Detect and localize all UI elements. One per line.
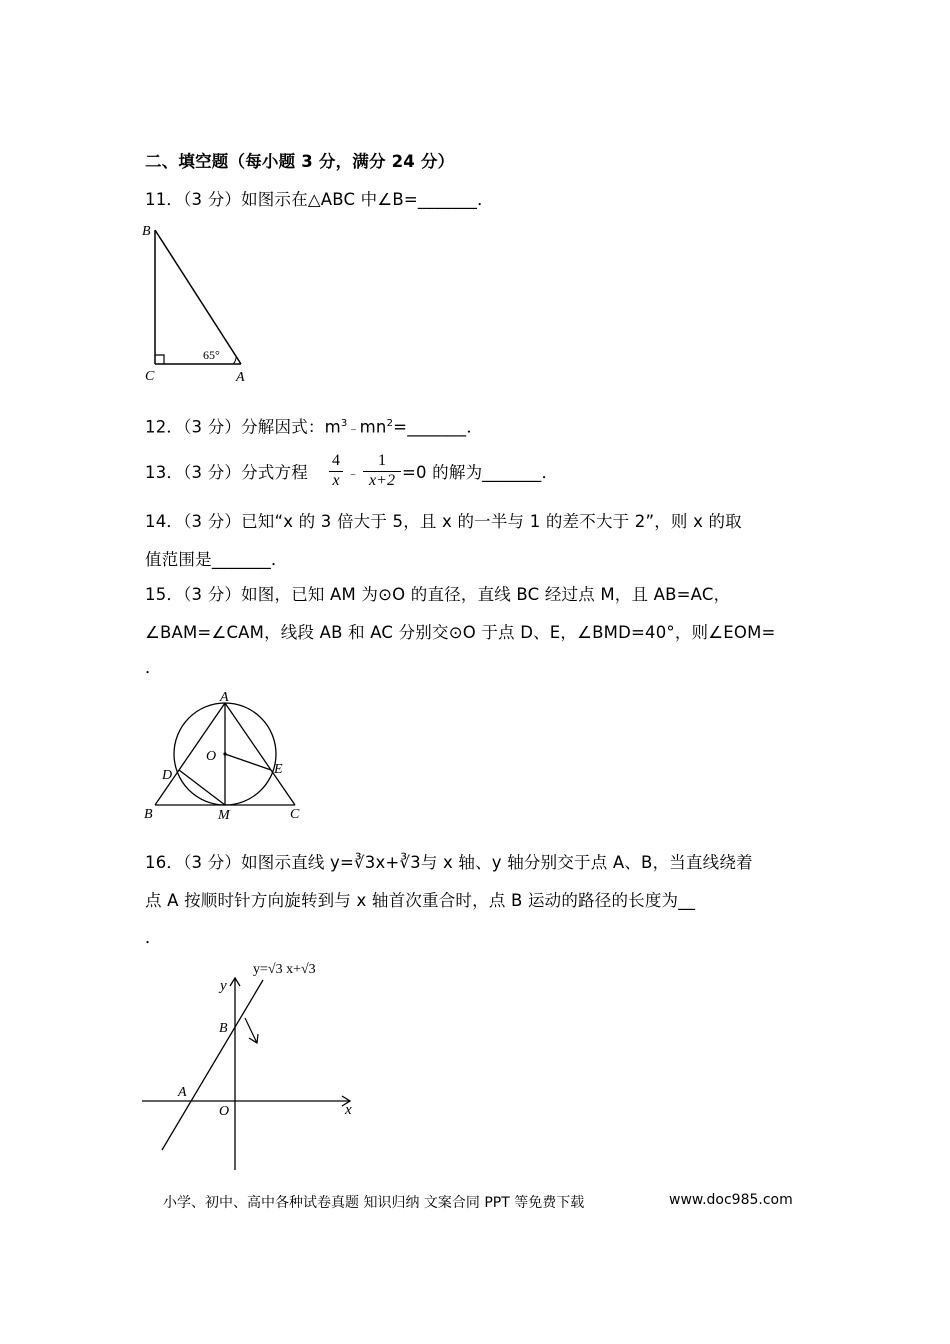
- q12-end: ．: [466, 417, 484, 437]
- question-16-line-1: [145, 853, 753, 873]
- q12-blank: _______: [407, 417, 467, 437]
- q12-minus: ﹣: [347, 421, 360, 436]
- equation-label: y=√3 x+√3: [253, 962, 316, 977]
- question-16-line-2: 点 A 按顺时针方向旋转到与 x 轴首次重合时，点 B 运动的路径的长度为__: [145, 891, 696, 910]
- q11-text: 如图示在△ABC 中∠B=: [241, 190, 418, 209]
- q12-text-b: mn: [359, 417, 387, 437]
- q13-text-b: =0 的解为: [402, 463, 483, 482]
- q16-number: 16．: [145, 853, 184, 872]
- q12-number: 12．: [145, 417, 184, 437]
- q15-number: 15．: [145, 585, 184, 604]
- q14-number: 14．: [145, 512, 184, 531]
- q14-end: ．: [270, 550, 288, 569]
- question-14-line-1: [145, 512, 742, 532]
- q13-end: ．: [541, 463, 559, 482]
- q14-line2: 值范围是: [145, 550, 212, 569]
- label-b: B: [219, 1021, 228, 1036]
- q11-blank: _______: [417, 190, 478, 209]
- coordinate-line-figure: [140, 958, 370, 1172]
- q13-score: （3 分）: [183, 463, 242, 482]
- label-a: A: [220, 690, 229, 705]
- label-x: x: [345, 1102, 352, 1118]
- q13-fraction-2: [363, 452, 401, 492]
- q16-line1: 如图示直线 y=∛3x+∛3与 x 轴、y 轴分别交于点 A、B，当直线绕着: [241, 853, 753, 872]
- q13-frac1-num: 4: [332, 452, 340, 469]
- triangle-abc-figure: [138, 218, 258, 386]
- question-13-prefix: [145, 463, 308, 483]
- q14-line1: 已知“x 的 3 倍大于 5，且 x 的一半与 1 的差不大于 2”，则 x 的取: [241, 512, 742, 531]
- label-a: A: [236, 370, 245, 385]
- q13-frac2-den: x+2: [369, 472, 395, 489]
- label-o: O: [219, 1104, 230, 1119]
- label-c: C: [290, 807, 300, 822]
- label-b: B: [142, 224, 151, 239]
- question-11: [145, 190, 494, 210]
- footer-text: 小学、初中、高中各种试卷真题 知识归纳 文案合同 PPT 等免费下载: [163, 1195, 585, 1211]
- question-15-line-2: ∠BAM=∠CAM，线段 AB 和 AC 分别交⊙O 于点 D、E，∠BMD=40°，则∠EOM=: [145, 623, 776, 642]
- question-15-line-1: [145, 585, 730, 605]
- q14-score: （3 分）: [183, 512, 242, 531]
- circle-triangle-figure: [140, 688, 310, 824]
- q11-end: ．: [477, 190, 494, 209]
- label-d: D: [162, 768, 173, 783]
- q13-minus: ﹣: [347, 466, 360, 480]
- q11-number: 11．: [145, 190, 184, 209]
- angle-65: 65°: [203, 348, 220, 362]
- q13-number: 13．: [145, 463, 184, 482]
- q12-score: （3 分）: [183, 417, 242, 437]
- q11-score: （3 分）: [183, 190, 242, 209]
- q13-blank: _______: [482, 463, 542, 482]
- label-c: C: [145, 369, 155, 384]
- q15-score: （3 分）: [183, 585, 242, 604]
- q12-text-a: 分解因式：m: [241, 417, 341, 437]
- label-b: B: [144, 807, 153, 822]
- q16-score: （3 分）: [183, 853, 242, 872]
- question-14-line-2: [145, 550, 288, 570]
- label-m: M: [218, 808, 230, 823]
- question-16-line-3: ．: [145, 928, 162, 947]
- section-title: 二、填空题（每小题 3 分，满分 24 分）: [145, 152, 455, 171]
- q12-exp-a: 3: [340, 418, 348, 429]
- q13-text-a: 分式方程: [241, 463, 308, 482]
- question-15-line-3: ．: [145, 658, 162, 677]
- question-13-suffix: [402, 463, 558, 483]
- q13-fraction-1: [329, 452, 343, 492]
- q14-blank: _______: [211, 550, 271, 569]
- q13-frac1-den: x: [332, 472, 340, 489]
- label-o: O: [206, 749, 217, 764]
- label-e: E: [274, 762, 283, 777]
- q12-exp-b: 2: [386, 418, 394, 429]
- label-y: y: [220, 978, 227, 994]
- label-a: A: [178, 1085, 187, 1100]
- q15-line1: 如图，已知 AM 为⊙O 的直径，直线 BC 经过点 M，且 AB=AC，: [241, 585, 731, 604]
- q12-text-c: =: [393, 417, 408, 437]
- footer-url[interactable]: www.doc985.com: [669, 1192, 793, 1208]
- q13-frac2-num: 1: [378, 452, 386, 469]
- question-12: [145, 414, 483, 439]
